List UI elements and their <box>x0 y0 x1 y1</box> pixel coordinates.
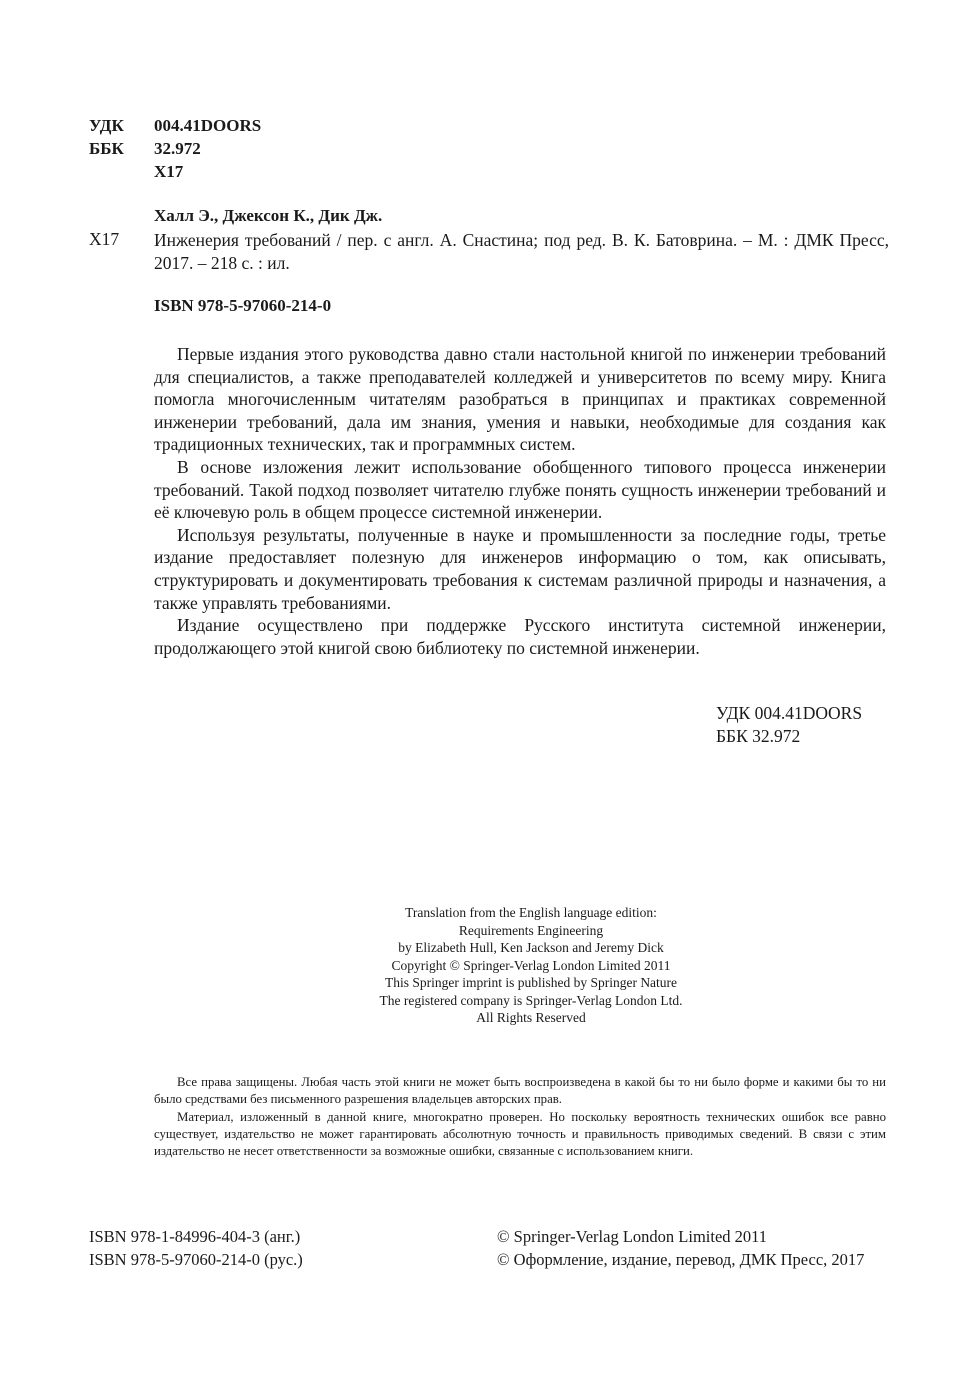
bbk-label: ББК <box>89 139 124 158</box>
footer-isbn-list <box>89 1226 303 1271</box>
abstract-paragraph: В основе изложения лежит использование обобщенного типового процесса инженерии требований. Такой подход позволяет читателю глубже понять сущность инженерии требований и её ключевую роль в общем процессе системной инженерии. <box>154 456 886 523</box>
copyright-springer: © Springer-Verlag London Limited 2011 <box>497 1227 768 1246</box>
authors-heading: Халл Э., Джексон К., Дик Дж. <box>154 206 383 225</box>
classification-repeat <box>716 702 862 748</box>
translation-line: Translation from the English language edition: <box>405 905 657 920</box>
udk-code: 004.41DOORS <box>154 116 262 135</box>
translation-line: This Springer imprint is published by Springer Nature <box>384 975 678 990</box>
bbk-code: 32.972 <box>154 139 201 158</box>
udk-label: УДК <box>89 116 124 135</box>
translation-note <box>300 904 762 1027</box>
translation-line: The registered company is Springer-Verlag London Ltd. <box>379 992 683 1008</box>
isbn-russian: ISBN 978-5-97060-214-0 (рус.) <box>89 1249 303 1269</box>
translation-line: by Elizabeth Hull, Ken Jackson and Jeremy Dick <box>398 940 664 955</box>
bbk-repeat: ББК 32.972 <box>716 726 801 746</box>
copyright-dmk: © Оформление, издание, перевод, ДМК Пресс, 2017 <box>497 1249 865 1269</box>
rights-paragraph: Все права защищены. Любая часть этой книги не может быть воспроизведена в какой бы то ни было форме и какими бы то ни было средствами без письменного разрешения владельцев авторских прав. <box>154 1075 886 1107</box>
rights-notice <box>154 1074 886 1160</box>
bibliographic-description: Инженерия требований / пер. с англ. А. Снастина; под ред. В. К. Батоврина. – М. : ДМК Пресс, 2017. – 218 с. : ил. <box>154 230 889 273</box>
udk-repeat: УДК 004.41DOORS <box>716 703 863 723</box>
footer-copyrights <box>497 1226 864 1271</box>
translation-line: Requirements Engineering <box>458 922 604 938</box>
abstract-paragraph: Издание осуществлено при поддержке Русского института системной инженерии, продолжающего этой книгой свою библиотеку по системной инженерии. <box>154 615 886 658</box>
isbn-main: ISBN 978-5-97060-214-0 <box>154 296 332 315</box>
translation-line: Copyright © Springer-Verlag London Limited 2011 <box>391 957 671 973</box>
translation-line: All Rights Reserved <box>476 1010 586 1025</box>
bbk-row <box>89 138 201 160</box>
abstract-paragraph: Первые издания этого руководства давно стали настольной книгой по инженерии требований для специалистов, а также преподавателей колледжей и университетов по всему миру. Книга помогла многочисленным читателям разобраться в принципах и практиках современной инженерии требований, дала им знания, умения и навыки, необходимые для создания как традиционных технических, так и программных систем. <box>154 344 886 455</box>
abstract-paragraph: Используя результаты, полученные в науке и промышленности за последние годы, третье издание предоставляет полезную для инженеров информацию о том, как описывать, структурировать и документировать требования к системам различной природы и назначения, а также управлять требованиями. <box>154 524 886 613</box>
author-mark-left: Х17 <box>89 229 120 249</box>
udk-row <box>89 115 262 137</box>
abstract <box>154 343 886 659</box>
isbn-english: ISBN 978-1-84996-404-3 (анг.) <box>89 1227 301 1246</box>
rights-paragraph: Материал, изложенный в данной книге, многократно проверен. Но поскольку вероятность технических ошибок все равно существует, издательство не может гарантировать абсолютную точность и правильность приводимых сведений. В связи с этим издательство не несет ответственности за возможные ошибки, связанные с использованием книги. <box>154 1109 886 1159</box>
author-mark-code: Х17 <box>154 162 184 181</box>
